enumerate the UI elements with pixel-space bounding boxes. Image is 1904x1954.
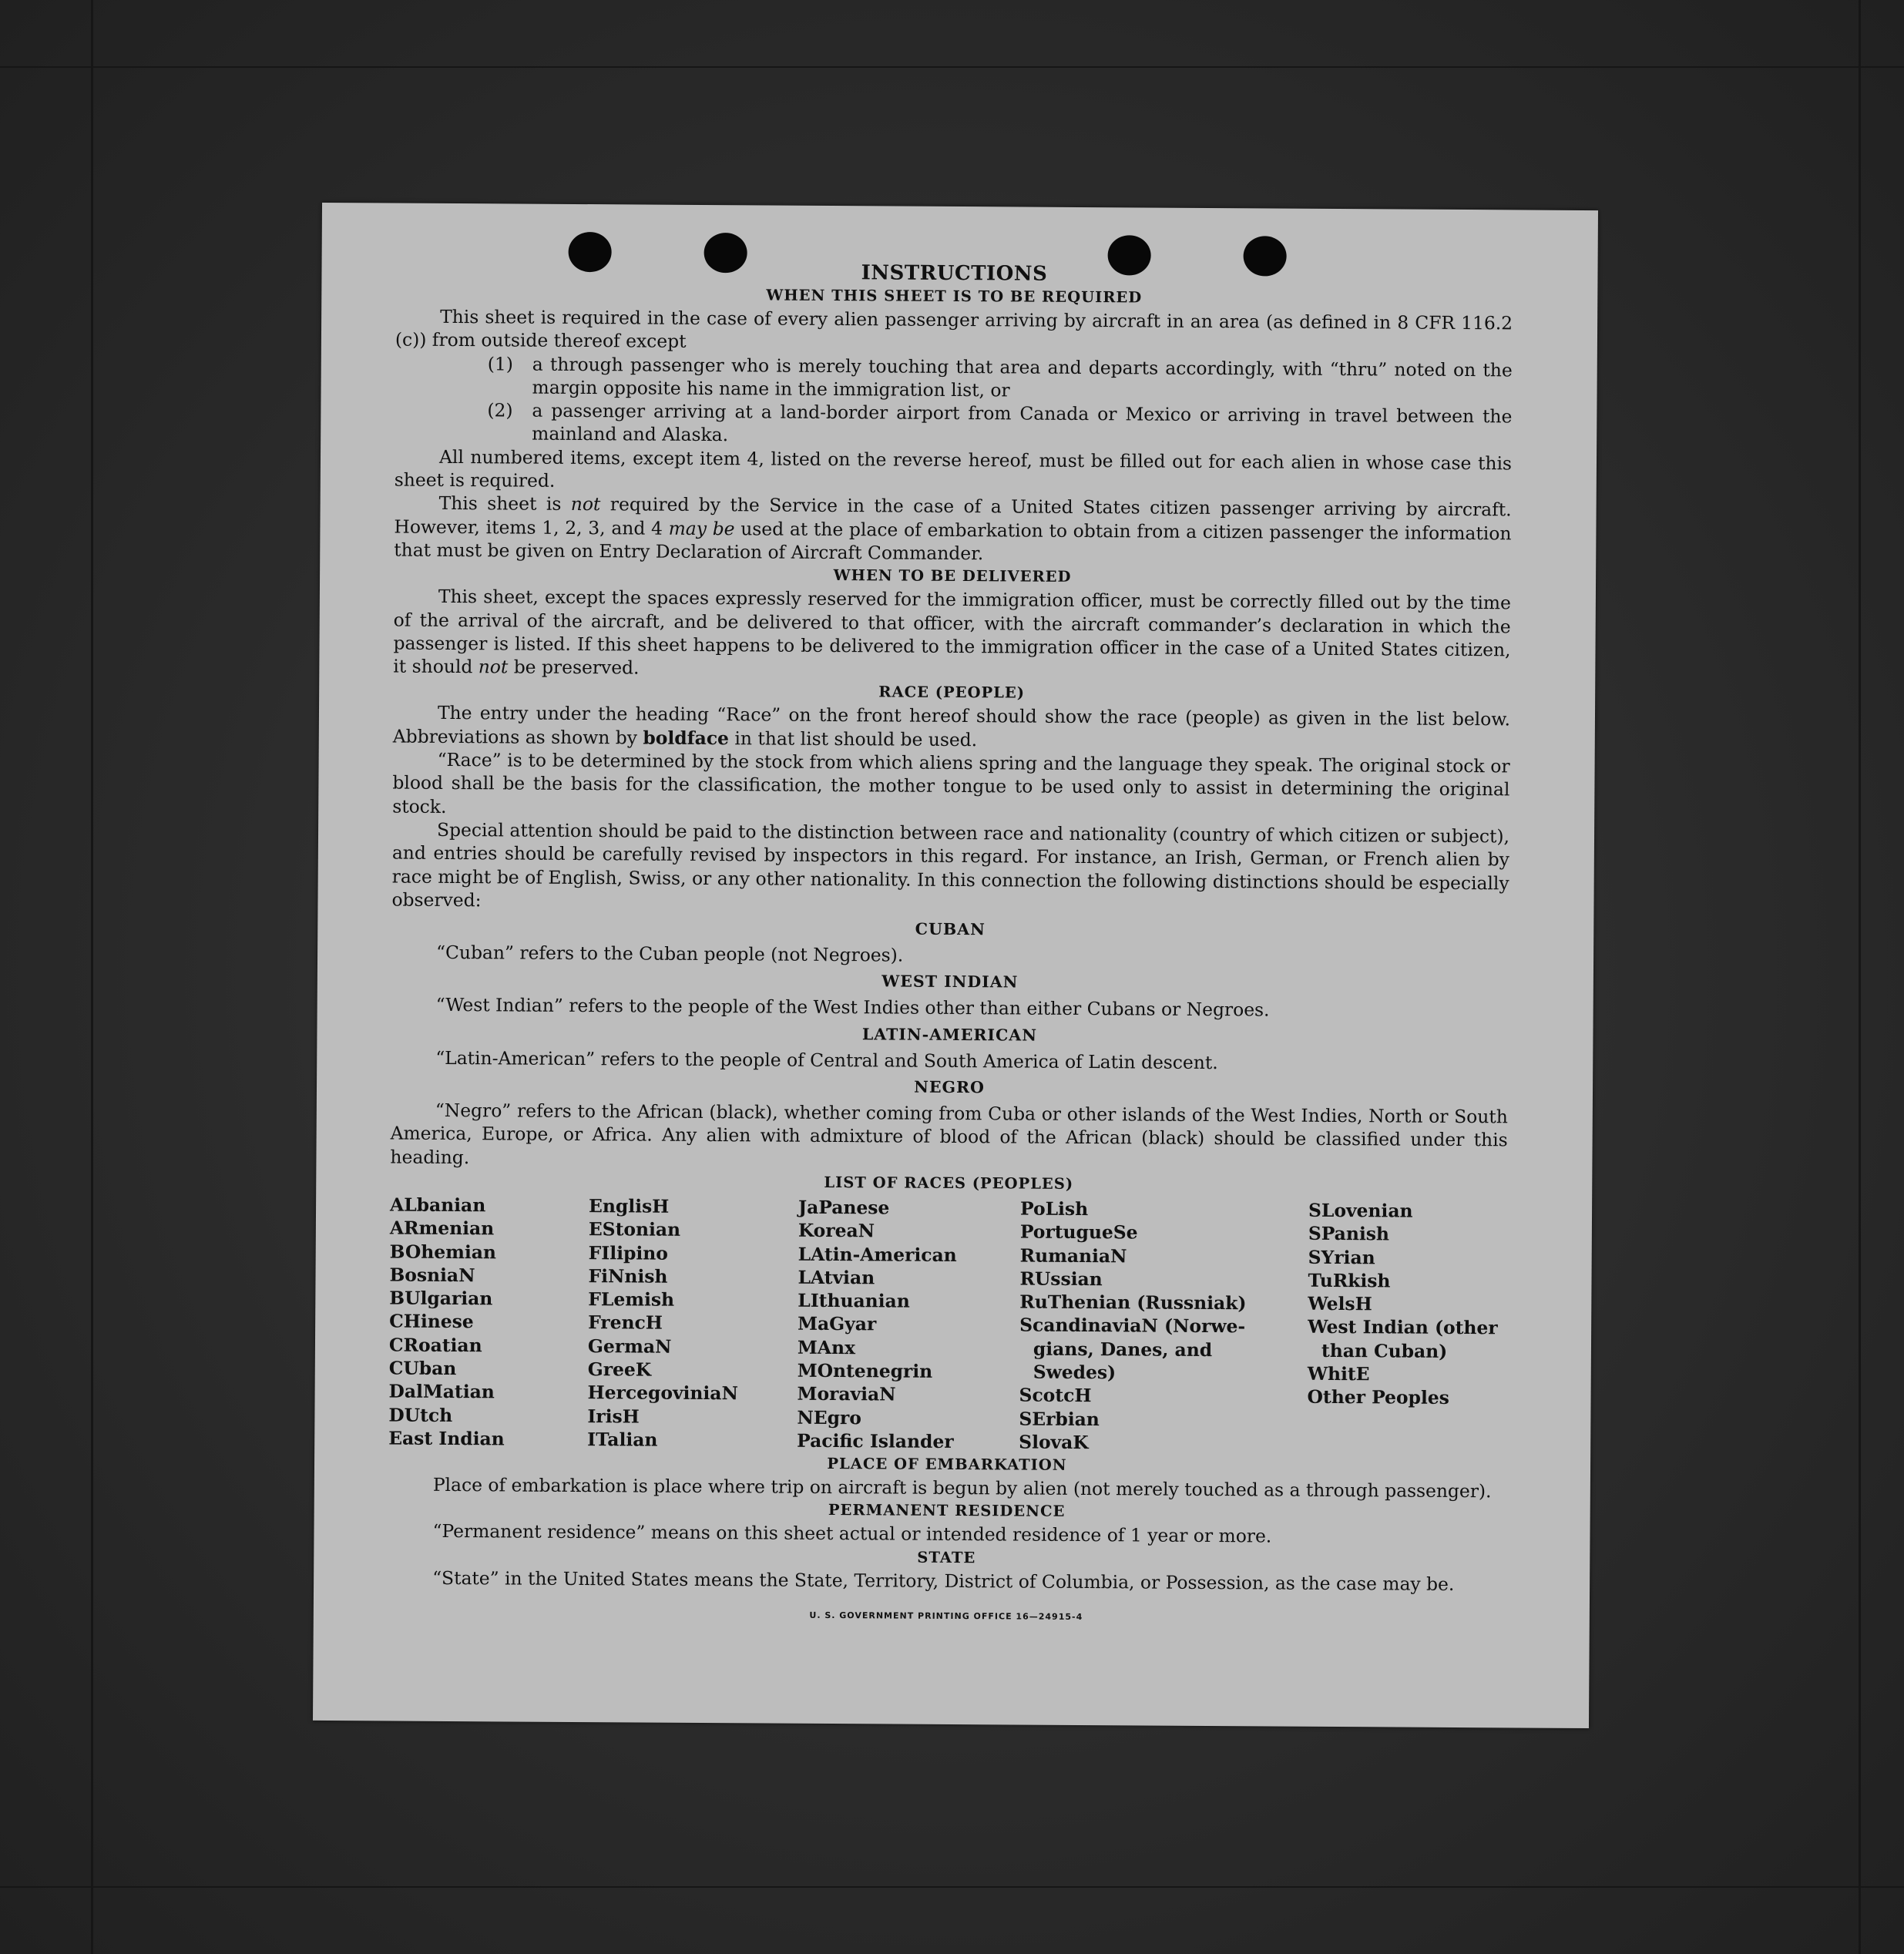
race-entry: ARmenian (389, 1217, 495, 1240)
printer-imprint: U. S. GOVERNMENT PRINTING OFFICE 16—24915-4 (809, 1610, 1083, 1623)
section-heading: PLACE OF EMBARKATION (827, 1455, 1067, 1475)
section-heading: NEGRO (914, 1077, 985, 1097)
paragraph: “Permanent residence” means on this sheet actual or intended residence of 1 year or more. (432, 1520, 1272, 1547)
race-entry: Swedes) (1033, 1361, 1117, 1384)
italic-text: not (570, 493, 601, 515)
race-entry: RUssian (1019, 1267, 1103, 1290)
race-entry: CHinese (389, 1310, 474, 1333)
race-entry: FIlipino (588, 1241, 668, 1264)
race-entry: GermaN (587, 1335, 672, 1358)
document-sheet (313, 203, 1598, 1728)
race-entry: MAnx (797, 1336, 856, 1358)
race-entry: MaGyar (798, 1313, 877, 1335)
race-entry: SErbian (1019, 1408, 1100, 1430)
race-entry: Pacific Islander (797, 1429, 954, 1452)
section-heading: RACE (PEOPLE) (878, 683, 1026, 702)
list-item (487, 352, 1512, 405)
race-column (797, 1196, 1020, 1454)
race-entry: CUban (388, 1357, 457, 1380)
race-entry: ITalian (587, 1428, 658, 1451)
race-entry: PortugueSe (1019, 1220, 1138, 1244)
text-run: This sheet, except the spaces expressly reserved for the immigration officer, must be correctly filled out by the time of the arrival of the aircraft, and be delivered to that officer, with the aircraft commander’s declaration in which the passenger is listed. If this sheet happens to be delivered to the immigration officer in the case of a United States citizen, it should (393, 586, 1511, 678)
text-run: used at the place of embarkation to obtain from a citizen passenger the information that must be given on Entry Declaration of Aircraft Commander. (394, 517, 1512, 565)
race-entry: FiNnish (588, 1264, 668, 1288)
race-entry: CRoatian (388, 1334, 482, 1356)
italic-text: not (478, 656, 509, 678)
paragraph: “Race” is to be determined by the stock from which aliens spring and the language they speak. The original stock or blood shall be the basis for the classification, the mother tongue to be used only to assist in determining the original stock. (392, 748, 1510, 818)
race-entry: SPanish (1308, 1223, 1390, 1245)
scan-border-line (0, 66, 1904, 68)
section-heading: WEST INDIAN (881, 972, 1019, 992)
race-entry: IrisH (587, 1405, 640, 1428)
paragraph: All numbered items, except item 4, listed on the reverse hereof, must be filled out for each alien in whose case this sheet is required. (394, 445, 1513, 492)
race-entry: RumaniaN (1019, 1244, 1127, 1267)
races-list (388, 1193, 1507, 1456)
race-entry: TuRkish (1308, 1269, 1391, 1292)
race-entry: ScandinaviaN (Norwe- (1019, 1314, 1246, 1338)
race-entry: West Indian (other (1308, 1316, 1498, 1339)
race-column (388, 1193, 589, 1451)
race-entry: gians, Danes, and (1033, 1338, 1213, 1361)
race-entry: MOntenegrin (797, 1359, 933, 1382)
race-entry: East Indian (388, 1427, 505, 1450)
race-entry: LIthuanian (798, 1289, 910, 1312)
race-entry: SYrian (1308, 1246, 1375, 1268)
scan-border-line (1859, 0, 1861, 1954)
italic-text: may be (668, 517, 735, 539)
race-entry: BUlgarian (389, 1287, 493, 1310)
race-column (1307, 1199, 1507, 1457)
paragraph: “Latin-American” refers to the people of Central and South America of Latin descent. (435, 1046, 1218, 1073)
race-column (1019, 1197, 1308, 1455)
race-entry: SLovenian (1308, 1199, 1413, 1222)
section-heading: WHEN TO BE DELIVERED (833, 566, 1072, 586)
paragraph: Place of embarkation is place where trip on aircraft is begun by alien (not merely touched as a through passenger). (432, 1474, 1492, 1502)
section-heading: LATIN-AMERICAN (861, 1024, 1038, 1045)
instructions-text (388, 259, 1513, 1632)
text-run: The entry under the heading “Race” on the front hereof should show the race (people) as given in the list below. Abbreviations as shown by (392, 702, 1511, 749)
page-title: INSTRUCTIONS (861, 261, 1048, 286)
race-entry: than Cuban) (1321, 1339, 1448, 1362)
scan-border-line (0, 1886, 1904, 1888)
race-entry: WhitE (1307, 1362, 1370, 1385)
list-item (487, 398, 1512, 452)
race-entry: DUtch (388, 1404, 453, 1426)
text-run: in that list should be used. (728, 727, 978, 750)
race-entry: JaPanese (798, 1196, 890, 1219)
list-number: (1) (487, 352, 513, 375)
list-text: a passenger arriving at a land-border airport from Canada or Mexico or arriving in travel between the mainland and Alaska. (532, 399, 1513, 446)
race-entry: FrencH (588, 1311, 663, 1335)
race-entry: LAtin-American (798, 1243, 957, 1266)
paragraph: “State” in the United States means the State, Territory, District of Columbia, or Possession, as the case may be. (432, 1566, 1455, 1595)
paragraph: This sheet is required in the case of every alien passenger arriving by aircraft in an area (as defined in 8 CFR 116.2 (c)) from outside thereof except (395, 305, 1513, 353)
paragraph (393, 701, 1510, 754)
paragraph (394, 492, 1512, 569)
race-entry: NEgro (797, 1406, 861, 1429)
race-entry: RuThenian (Russniak) (1019, 1291, 1247, 1314)
race-entry: Other Peoples (1307, 1386, 1449, 1409)
list-text: a through passenger who is merely touching that area and departs accordingly, with “thru” noted on the margin opposite his name in the immigration list, or (532, 353, 1513, 401)
scan-border-line (91, 0, 93, 1954)
race-entry: WelsH (1308, 1292, 1372, 1315)
text-run: This sheet is (438, 492, 571, 515)
race-entry: GreeK (587, 1358, 652, 1381)
section-heading: PERMANENT RESIDENCE (828, 1501, 1066, 1521)
text-run: required by the Service in the case of a United States citizen passenger arriving by aircraft. However, items 1, 2, 3, and 4 (394, 493, 1512, 539)
paragraph: “West Indian” refers to the people of the West Indies other than either Cubans or Negroes. (435, 994, 1270, 1021)
race-entry: EStonian (588, 1218, 681, 1241)
race-entry: ALbanian (390, 1194, 486, 1217)
race-entry: DalMatian (388, 1380, 495, 1403)
race-entry: LAtvian (798, 1266, 875, 1289)
race-entry: FLemish (588, 1288, 675, 1311)
race-entry: BOhemian (389, 1241, 497, 1263)
race-entry: HercegoviniaN (587, 1382, 738, 1405)
section-heading: WHEN THIS SHEET IS TO BE REQUIRED (766, 286, 1143, 307)
race-entry: PoLish (1019, 1197, 1089, 1220)
section-heading: STATE (917, 1548, 976, 1566)
race-entry: MoraviaN (797, 1383, 896, 1405)
paragraph: “Cuban” refers to the Cuban people (not Negroes). (436, 942, 904, 966)
paragraph: Special attention should be paid to the distinction between race and nationality (country of which citizen or subject), and entries should be carefully revised by inspectors in this regard. For instance, an Irish, German, or French alien by race might be of English, Swiss, or any other nationality. In this connection the following distinctions should be especially observed: (391, 818, 1510, 912)
race-entry: ScotcH (1019, 1384, 1092, 1407)
list-number: (2) (487, 399, 513, 421)
race-entry: SlovaK (1019, 1431, 1089, 1453)
paragraph: “Negro” refers to the African (black), whether coming from Cuba or other islands of the West Indies, North or South America, Europe, or Africa. Any alien with admixture of blood of the African (black) should be classified under this heading. (390, 1099, 1508, 1168)
race-entry: BosniaN (389, 1264, 475, 1286)
bold-text: boldface (643, 727, 730, 749)
section-heading: LIST OF RACES (PEOPLES) (824, 1173, 1074, 1193)
section-heading: CUBAN (915, 919, 986, 939)
race-entry: KoreaN (798, 1219, 875, 1242)
text-run: be preserved. (508, 656, 640, 679)
race-entry: EnglisH (588, 1195, 670, 1217)
paragraph (393, 585, 1511, 685)
race-column (587, 1194, 798, 1452)
